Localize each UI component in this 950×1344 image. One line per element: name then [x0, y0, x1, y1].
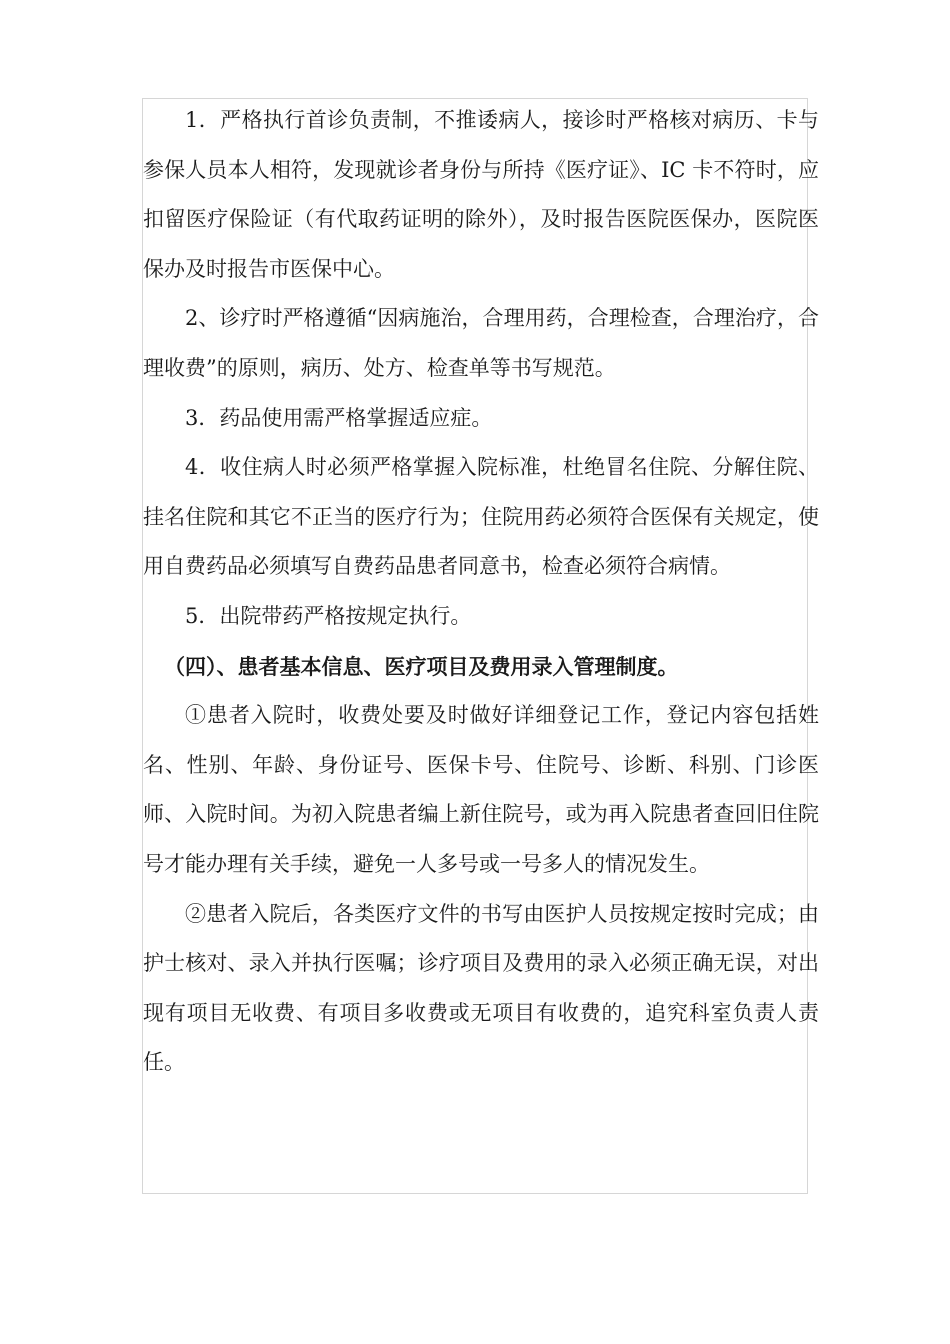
paragraph-rule-3: 3．药品使用需严格掌握适应症。: [185, 405, 493, 430]
document-body: [143, 96, 819, 1088]
paragraph-admission-registration: ①患者入院时，收费处要及时做好详细登记工作，登记内容包括姓名、性别、年龄、身份证号、医保卡号、住院号、诊断、科别、门诊医师、入院时间。为初入院患者编上新住院号，或为再入院患者查回旧住院号才能办理有关手续，避免一人多号或一号多人的情况发生。: [143, 703, 819, 876]
paragraph-rule-5: 5．出院带药严格按规定执行。: [185, 603, 472, 628]
paragraph-rule-4: 4．收住病人时必须严格掌握入院标准，杜绝冒名住院、分解住院、挂名住院和其它不正当的医疗行为；住院用药必须符合医保有关规定，使用自费药品必须填写自费药品患者同意书，检查必须符合病情。: [143, 455, 819, 579]
paragraph-medical-records: ②患者入院后，各类医疗文件的书写由医护人员按规定按时完成；由护士核对、录入并执行医嘱；诊疗项目及费用的录入必须正确无误，对出现有项目无收费、有项目多收费或无项目有收费的，追究科室负责人责任。: [143, 901, 819, 1075]
section-heading: （四）、患者基本信息、医疗项目及费用录入管理制度。: [164, 653, 679, 679]
paragraph-rule-1: 1．严格执行首诊负责制，不推诿病人，接诊时严格核对病历、卡与参保人员本人相符，发现就诊者身份与所持《医疗证》、IC 卡不符时，应扣留医疗保险证（有代取药证明的除外），及时报告医院医保办，医院医保办及时报告市医保中心。: [143, 108, 819, 281]
paragraph-rule-2: 2、诊疗时严格遵循“因病施治，合理用药，合理检查，合理治疗，合理收费”的原则，病历、处方、检查单等书写规范。: [143, 306, 819, 380]
